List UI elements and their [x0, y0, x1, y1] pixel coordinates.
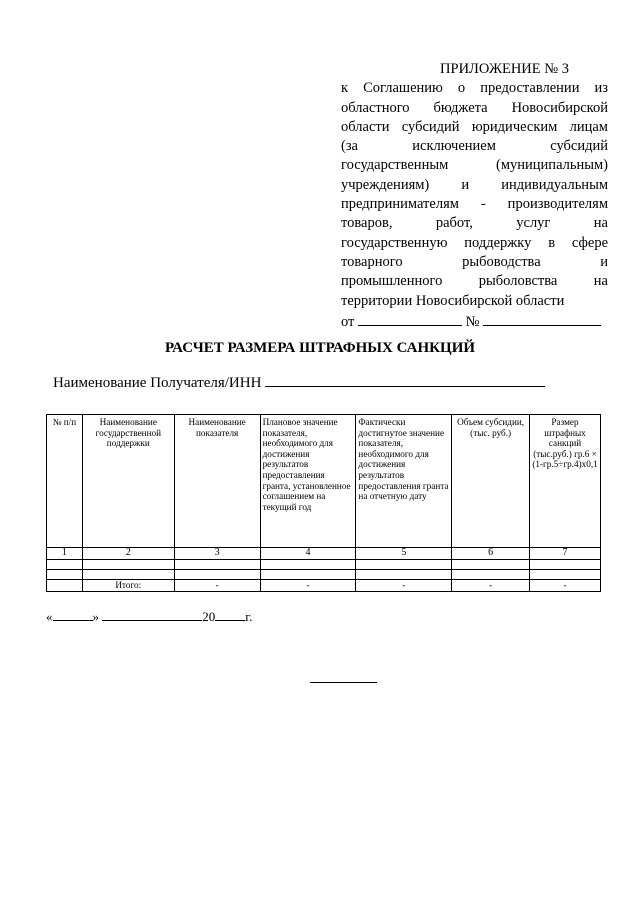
table-cell[interactable] [174, 560, 260, 570]
appendix-line: учреждениям) и индивидуальным [341, 176, 608, 193]
table-cell[interactable] [260, 570, 356, 580]
from-label: от [341, 313, 355, 330]
day-blank[interactable] [53, 609, 93, 621]
appendix-line: товарного рыбоводства и [341, 253, 608, 270]
total-value: - [174, 580, 260, 592]
total-value: - [260, 580, 356, 592]
appendix-header [341, 60, 608, 332]
table-cell[interactable] [530, 570, 601, 580]
date-blank[interactable] [358, 311, 462, 326]
column-number: 3 [174, 548, 260, 560]
page-title: РАСЧЕТ РАЗМЕРА ШТРАФНЫХ САНКЦИЙ [164, 340, 476, 356]
recipient-blank[interactable] [265, 372, 545, 387]
total-value: - [530, 580, 601, 592]
table-cell[interactable] [452, 560, 530, 570]
column-number: 7 [530, 548, 601, 560]
table-cell [47, 580, 83, 592]
header-cell: Наименование показателя [174, 415, 260, 548]
total-row [47, 580, 601, 592]
appendix-line: промышленного рыболовства на [341, 273, 608, 290]
number-label: № [465, 313, 480, 330]
total-label: Итого: [82, 580, 174, 592]
table-cell[interactable] [82, 570, 174, 580]
column-number-row [47, 548, 601, 560]
appendix-line: (за исключением субсидий [341, 138, 608, 155]
year-blank[interactable] [215, 609, 245, 621]
column-number: 1 [47, 548, 83, 560]
table-cell[interactable] [260, 560, 356, 570]
header-cell: Размер штрафных санкций (тыс.руб.) гр.6 × (1-гр.5÷гр.4)х0,1 [530, 415, 601, 548]
penalty-table [46, 414, 601, 592]
table-cell[interactable] [356, 570, 452, 580]
header-cell: Фактически достигнутое значение показателя, необходимого для достижения результатов предоставления гранта на отчетную дату [356, 415, 452, 548]
table-cell[interactable] [174, 570, 260, 580]
open-quote: « [46, 609, 53, 624]
total-value: - [452, 580, 530, 592]
appendix-line: предпринимателям - производителям [341, 196, 608, 213]
table-cell[interactable] [47, 560, 83, 570]
recipient-row [53, 372, 545, 392]
end-divider [310, 682, 377, 683]
header-cell: Плановое значение показателя, необходимого для достижения результатов предоставления гранта, установленное соглашением на текущий год [260, 415, 356, 548]
table-cell[interactable] [47, 570, 83, 580]
table-row [47, 560, 601, 570]
table-row [47, 570, 601, 580]
table-header-row [47, 415, 601, 548]
table-cell[interactable] [82, 560, 174, 570]
appendix-line: областного бюджета Новосибирской [341, 99, 608, 116]
recipient-label: Наименование Получателя/ИНН [53, 375, 262, 391]
header-cell: Наименование государственной поддержки [82, 415, 174, 548]
appendix-line: товаров, работ, услуг на [341, 215, 608, 232]
close-quote: » [92, 609, 99, 624]
table-cell[interactable] [452, 570, 530, 580]
appendix-line: государственным (муниципальным) [341, 157, 608, 174]
column-number: 4 [260, 548, 356, 560]
appendix-date-number-line [341, 311, 608, 332]
appendix-line: территории Новосибирской области [341, 292, 565, 309]
appendix-line: области субсидий юридическим лицам [341, 118, 608, 135]
appendix-body [341, 79, 608, 311]
number-blank[interactable] [483, 311, 601, 326]
header-cell: Объем субсидии, (тыс. руб.) [452, 415, 530, 548]
year-suffix: г. [245, 609, 253, 624]
signature-date [46, 609, 252, 625]
year-prefix: 20 [202, 609, 216, 624]
table-cell[interactable] [356, 560, 452, 570]
column-number: 6 [452, 548, 530, 560]
column-number: 2 [82, 548, 174, 560]
appendix-line: к Соглашению о предоставлении из [341, 80, 608, 97]
total-value: - [356, 580, 452, 592]
column-number: 5 [356, 548, 452, 560]
appendix-line: государственную поддержку в сфере [341, 234, 608, 251]
table-cell[interactable] [530, 560, 601, 570]
header-cell: № п/п [47, 415, 83, 548]
month-blank[interactable] [102, 609, 202, 621]
appendix-title: ПРИЛОЖЕНИЕ № 3 [440, 61, 569, 77]
